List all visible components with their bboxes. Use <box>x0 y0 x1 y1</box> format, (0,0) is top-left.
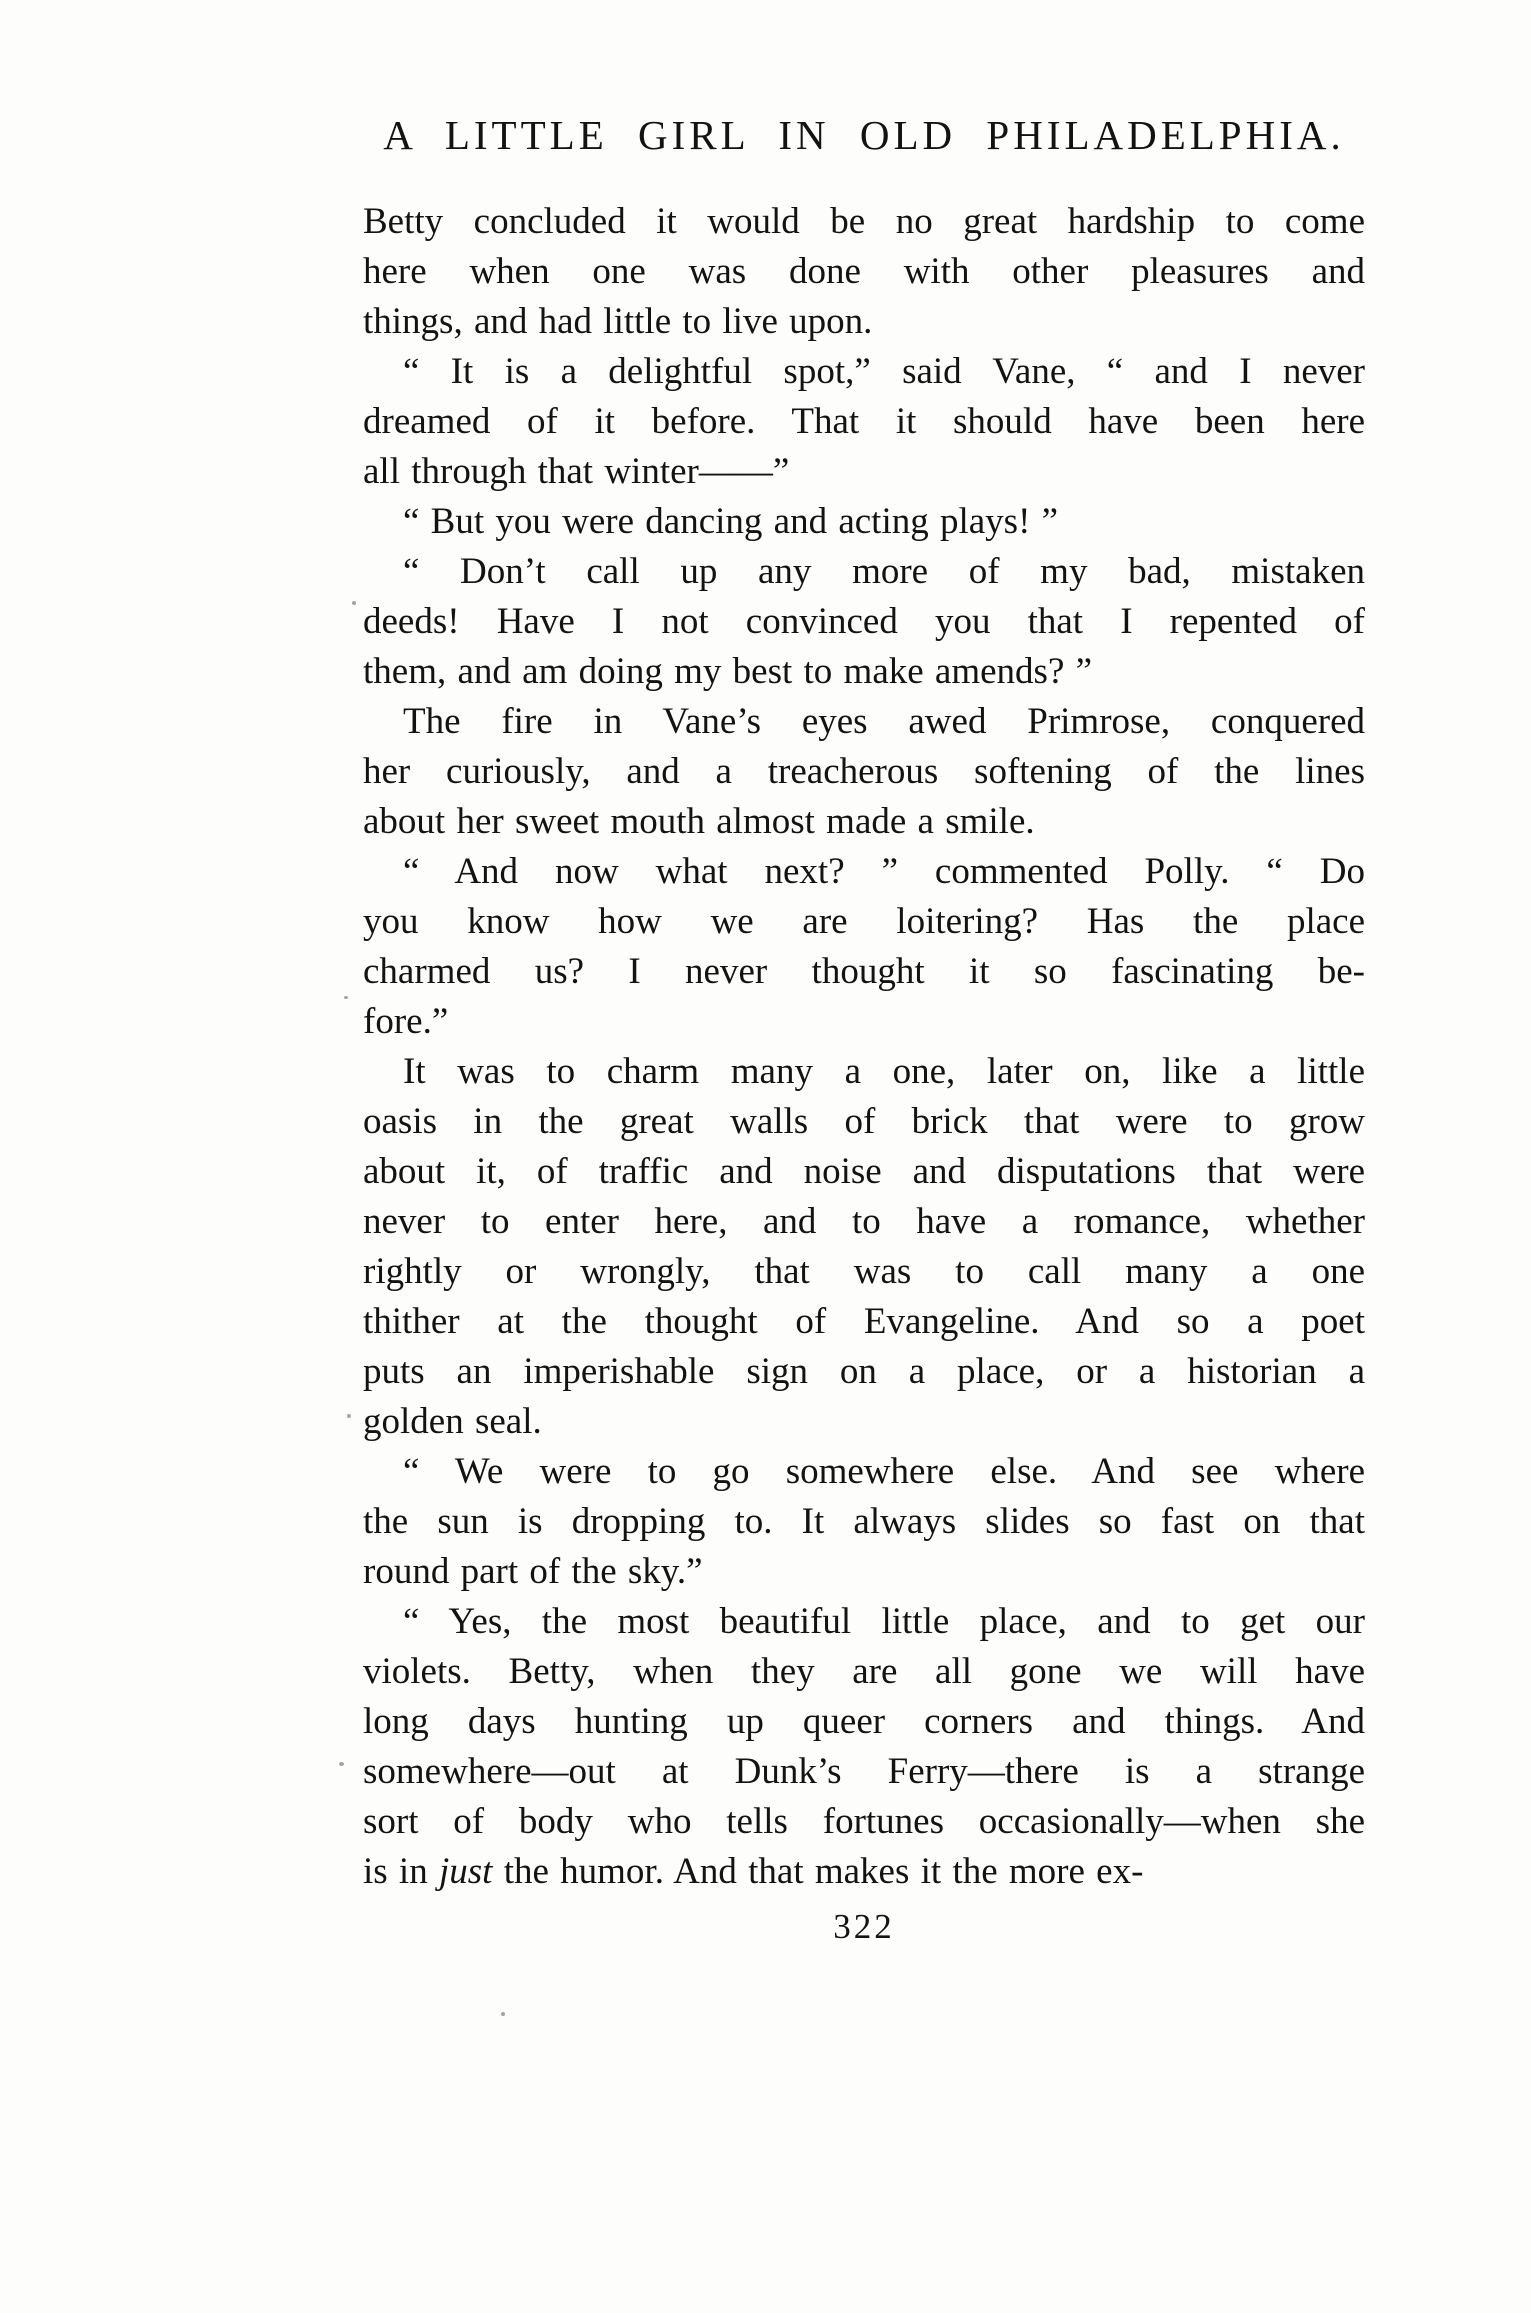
scan-speck <box>347 1414 351 1418</box>
text-line: “ And now what next? ” commented Polly. “ Do <box>403 851 1365 892</box>
text-line: “ Don’t call up any more of my bad, mistaken <box>403 551 1365 592</box>
text-line: “ But you were dancing and acting plays! ” <box>403 501 1059 542</box>
text-line: you know how we are loitering? Has the place <box>363 901 1365 942</box>
scan-speck <box>352 601 356 605</box>
text-line: her curiously, and a treacherous softening of the lines <box>363 751 1365 792</box>
scan-speck <box>344 996 348 999</box>
paragraph <box>363 847 1365 1047</box>
italic-text: just <box>438 1851 493 1892</box>
text-line: It was to charm many a one, later on, like a little <box>403 1051 1365 1092</box>
text-line: never to enter here, and to have a romance, whether <box>363 1201 1365 1242</box>
text-line: golden seal. <box>363 1401 542 1442</box>
text-line: them, and am doing my best to make amends? ” <box>363 651 1093 692</box>
text-line: thither at the thought of Evangeline. And so a poet <box>363 1301 1365 1342</box>
text-line: the sun is dropping to. It always slides so fast on that <box>363 1501 1365 1542</box>
text-line: violets. Betty, when they are all gone we will have <box>363 1651 1365 1692</box>
text-line: here when one was done with other pleasures and <box>363 251 1365 292</box>
text-line: puts an imperishable sign on a place, or a historian a <box>363 1351 1365 1392</box>
text-line: deeds! Have I not convinced you that I repented of <box>363 601 1365 642</box>
text-line: rightly or wrongly, that was to call many a one <box>363 1251 1365 1292</box>
paragraph <box>363 547 1365 697</box>
paragraph <box>363 197 1365 347</box>
text-line: long days hunting up queer corners and things. And <box>363 1701 1365 1742</box>
text-line: dreamed of it before. That it should have been here <box>363 401 1365 442</box>
text-segment: is in <box>363 1851 439 1892</box>
text-line: about it, of traffic and noise and disputations that were <box>363 1151 1365 1192</box>
paragraph <box>363 1597 1365 1897</box>
text-line: The fire in Vane’s eyes awed Primrose, conquered <box>403 701 1365 742</box>
text-line: sort of body who tells fortunes occasionally—when she <box>363 1801 1365 1842</box>
text-line: all through that winter——” <box>363 451 790 492</box>
paragraph <box>363 347 1365 497</box>
scan-speck <box>501 2012 505 2016</box>
text-line: oasis in the great walls of brick that were to grow <box>363 1101 1365 1142</box>
text-line: Betty concluded it would be no great hardship to come <box>363 201 1365 242</box>
text-line: somewhere—out at Dunk’s Ferry—there is a strange <box>363 1751 1365 1792</box>
text-line: charmed us? I never thought it so fascinating be- <box>363 951 1365 992</box>
paragraph <box>363 1047 1365 1447</box>
text-line <box>363 1847 1365 1897</box>
paragraph <box>363 697 1365 847</box>
text-line: “ Yes, the most beautiful little place, and to get our <box>403 1601 1365 1642</box>
page-number: 322 <box>833 1907 895 1946</box>
paragraph <box>363 497 1365 547</box>
text-line: about her sweet mouth almost made a smile. <box>363 801 1035 842</box>
running-head: A LITTLE GIRL IN OLD PHILADELPHIA. <box>383 112 1345 158</box>
scan-speck <box>339 1762 344 1766</box>
paragraph <box>363 1447 1365 1597</box>
text-line: “ We were to go somewhere else. And see where <box>403 1451 1365 1492</box>
text-line: things, and had little to live upon. <box>363 301 873 342</box>
text-line: round part of the sky.” <box>363 1551 703 1592</box>
text-line: “ It is a delightful spot,” said Vane, “ and I never <box>403 351 1365 392</box>
text-line: fore.” <box>363 1001 449 1042</box>
text-segment: the humor. And that makes it the more ex- <box>492 1851 1144 1892</box>
text-block <box>363 197 1365 1897</box>
